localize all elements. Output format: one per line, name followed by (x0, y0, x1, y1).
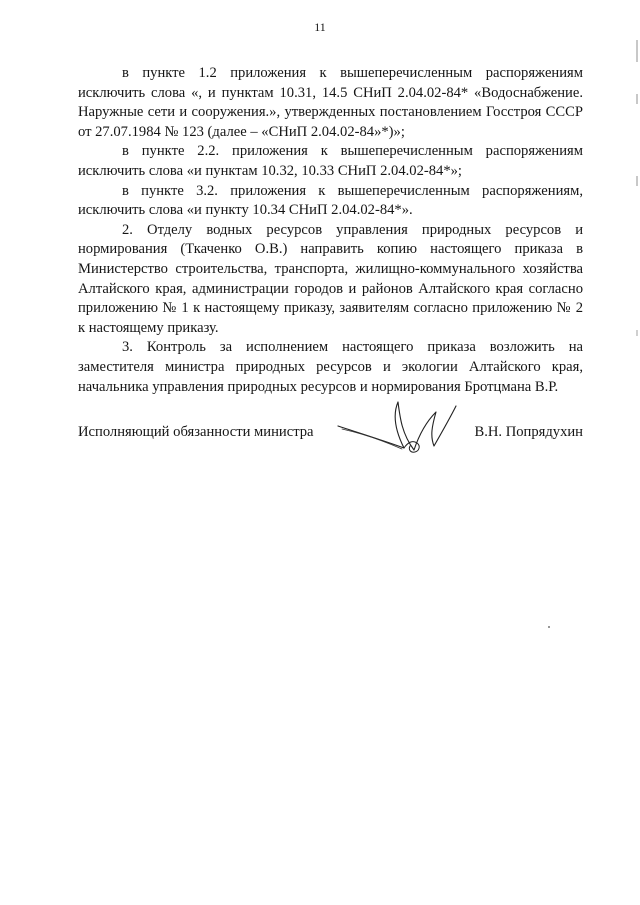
paragraph-clause-3: 3. Контроль за исполнением настоящего приказа возложить на заместителя министра природных ресурсов и экологии Алтайского края, начальника управления природных ресурсов и нормирования Бротцмана В.Р. (78, 339, 583, 395)
scan-edge-marks (630, 0, 640, 905)
signer-title: Исполняющий обязанности министра (78, 424, 314, 440)
paragraph-clause-2: 2. Отделу водных ресурсов управления природных ресурсов и нормирования (Ткаченко О.В.) направить копию настоящего приказа в Министерство строительства, транспорта, жилищно-коммунального хозяйства Алтайского края, администрации городов и районов Алтайского края согласно приложению № 1 к настоящему приказу, заявителям согласно приложению № 2 к настоящему приказу. (78, 221, 583, 336)
scan-speck (548, 626, 550, 628)
handwritten-signature (334, 396, 459, 458)
signature-block (78, 396, 583, 476)
paragraph-item-1-2: в пункте 1.2 приложения к вышеперечисленным распоряжениям исключить слова «, и пунктам 10.31, 14.5 СНиП 2.04.02-84* «Водоснабжение. Наружные сети и сооружения.», утвержденных постановлением Госстроя СССР от 27.07.1984 № 123 (далее – «СНиП 2.04.02-84»*)»; (78, 65, 583, 140)
paragraph-item-3-2: в пункте 3.2. приложения к вышеперечисленным распоряжениям, исключить слова «и пункту 10.34 СНиП 2.04.02-84*». (78, 182, 583, 219)
document-body (78, 64, 583, 397)
signer-name: В.Н. Попрядухин (474, 424, 583, 440)
page-number: 11 (314, 20, 326, 34)
paragraph-item-2-2: в пункте 2.2. приложения к вышеперечисленным распоряжениям исключить слова «и пунктам 10.32, 10.33 СНиП 2.04.02-84*»; (78, 143, 583, 179)
